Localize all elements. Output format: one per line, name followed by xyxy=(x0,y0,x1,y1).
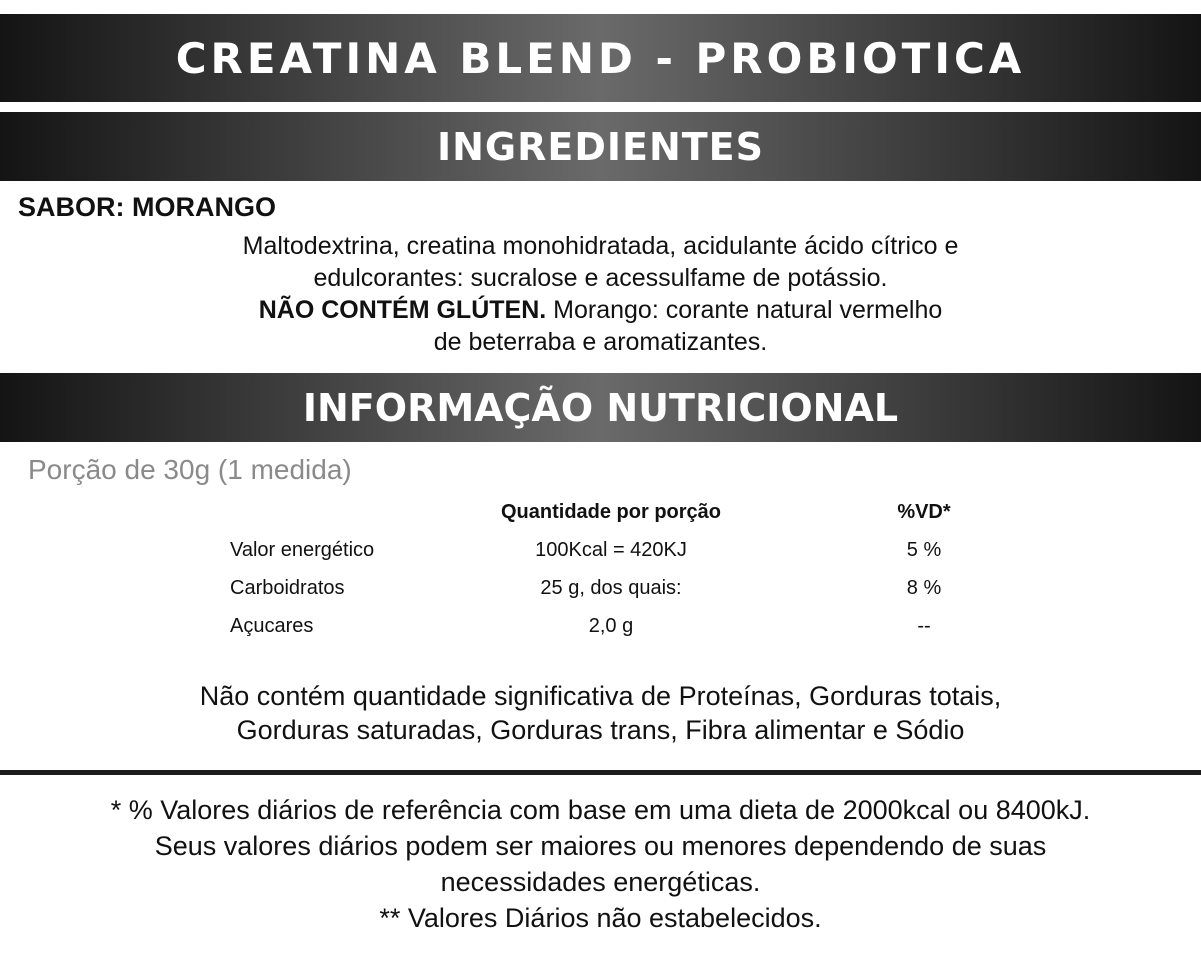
table-row xyxy=(0,533,1201,571)
flavor-label: SABOR: MORANGO xyxy=(18,192,276,222)
gluten-free-notice: NÃO CONTÉM GLÚTEN. xyxy=(258,296,547,324)
table-row xyxy=(0,609,1201,647)
nutrient-dv: -- xyxy=(917,615,931,637)
ingredients-line-1: Maltodextrina, creatina monohidratada, acidulante ácido cítrico e xyxy=(242,232,959,260)
ingredients-text xyxy=(0,230,1201,358)
colorant-text: Morango: corante natural vermelho xyxy=(546,296,943,324)
column-header-dv: %VD* xyxy=(897,501,951,523)
nutrition-note xyxy=(0,679,1201,747)
ingredients-line-4: de beterraba e aromatizantes. xyxy=(433,328,768,356)
nutrient-dv: 8 % xyxy=(906,577,942,599)
nutrition-note-line-2: Gorduras saturadas, Gorduras trans, Fibra alimentar e Sódio xyxy=(236,715,965,745)
nutrient-name: Açucares xyxy=(230,615,314,637)
nutrient-quantity: 25 g, dos quais: xyxy=(540,577,682,599)
footnote-line-3: necessidades energéticas. xyxy=(440,867,761,897)
nutrition-table-header xyxy=(0,495,1201,533)
ingredients-line-3 xyxy=(0,294,1201,326)
footnote-line-1: * % Valores diários de referência com base em uma dieta de 2000kcal ou 8400kJ. xyxy=(110,795,1091,825)
nutrition-note-line-1: Não contém quantidade significativa de Proteínas, Gorduras totais, xyxy=(199,681,1002,711)
nutrient-quantity: 2,0 g xyxy=(588,615,634,637)
ingredients-line-2: edulcorantes: sucralose e acessulfame de potássio. xyxy=(313,264,888,292)
footnote-line-4: ** Valores Diários não estabelecidos. xyxy=(379,903,822,933)
nutrition-banner xyxy=(0,373,1201,442)
nutrition-heading: INFORMAÇÃO NUTRICIONAL xyxy=(302,385,899,430)
daily-values-footnote xyxy=(0,792,1201,936)
nutrition-table xyxy=(0,495,1201,647)
nutrient-name: Valor energético xyxy=(230,539,375,561)
nutrient-name: Carboidratos xyxy=(230,577,345,599)
divider xyxy=(0,770,1201,775)
ingredients-heading: INGREDIENTES xyxy=(436,124,765,169)
product-title: CREATINA BLEND - PROBIOTICA xyxy=(175,33,1026,83)
footnote-line-2: Seus valores diários podem ser maiores ou menores dependendo de suas xyxy=(154,831,1047,861)
nutrient-quantity: 100Kcal = 420KJ xyxy=(535,539,687,561)
nutrient-dv: 5 % xyxy=(906,539,942,561)
product-title-banner xyxy=(0,14,1201,102)
ingredients-banner xyxy=(0,112,1201,181)
portion-size: Porção de 30g (1 medida) xyxy=(28,454,352,485)
column-header-quantity: Quantidade por porção xyxy=(500,501,722,523)
table-row xyxy=(0,571,1201,609)
